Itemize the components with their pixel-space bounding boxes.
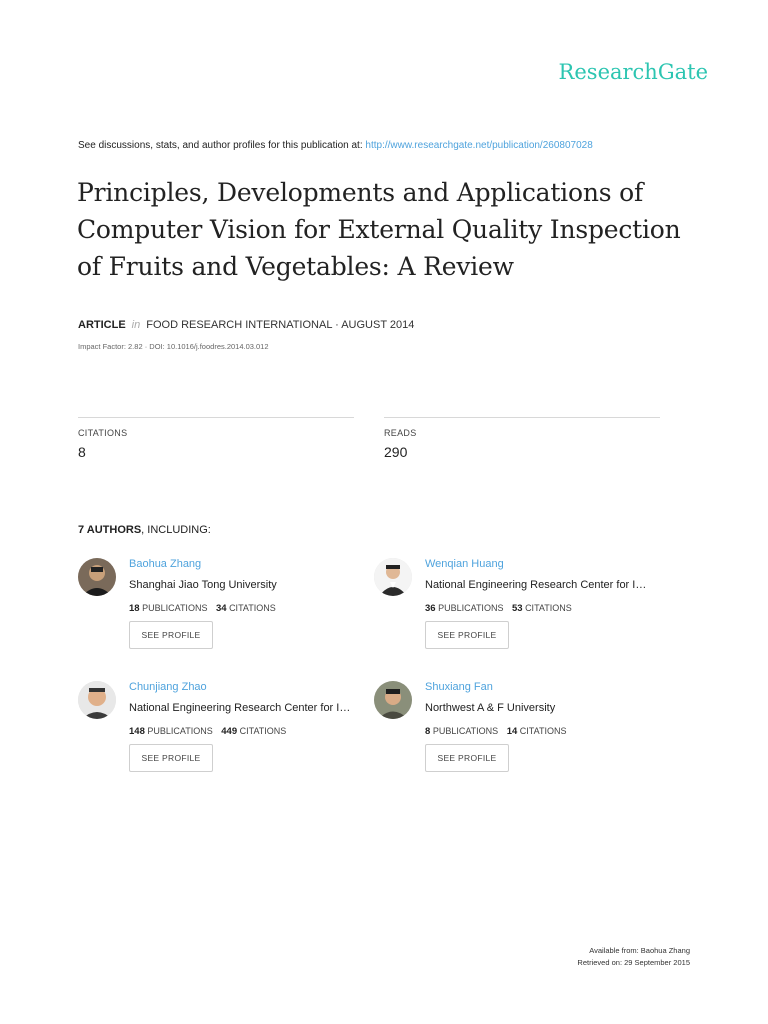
citations-label: CITATIONS (239, 726, 287, 736)
publications-count: 36 (425, 603, 436, 614)
discussion-notice (78, 140, 593, 151)
citations-count: 53 (511, 603, 523, 614)
avatar[interactable] (78, 681, 116, 719)
publications-count: 8 (425, 726, 431, 737)
publications-label: PUBLICATIONS (142, 603, 208, 613)
publications-count: 18 (129, 603, 140, 614)
publication-link[interactable]: http://www.researchgate.net/publication/260807028 (365, 140, 593, 151)
reads-value: 290 (384, 444, 408, 460)
author-name[interactable]: Shuxiang Fan (425, 681, 493, 693)
authors-heading (78, 524, 211, 536)
author-institution: Northwest A & F University (425, 702, 556, 714)
citations-count: 449 (221, 726, 238, 737)
publication-meta (78, 319, 414, 331)
author-name[interactable]: Chunjiang Zhao (129, 681, 207, 693)
authors-count: 7 AUTHORS (78, 524, 142, 536)
author-name[interactable]: Wenqian Huang (425, 558, 504, 570)
citations-label: CITATIONS (229, 603, 276, 613)
see-profile-button[interactable]: SEE PROFILE (129, 744, 213, 772)
citations-value: 8 (78, 444, 86, 460)
avatar[interactable] (374, 558, 412, 596)
publications-label: PUBLICATIONS (432, 726, 499, 736)
available-from: Available from: Baohua Zhang (589, 946, 690, 955)
author-institution: National Engineering Research Center for I… (129, 702, 351, 714)
citations-label: CITATIONS (519, 726, 567, 736)
reads-stat (384, 417, 660, 460)
discussion-text: See discussions, stats, and author profiles for this publication at: (78, 140, 363, 151)
reads-label: READS (384, 428, 417, 438)
citations-stat (78, 417, 354, 460)
author-card (78, 681, 378, 791)
retrieved-on: Retrieved on: 29 September 2015 (577, 958, 690, 967)
authors-suffix: , INCLUDING: (141, 524, 211, 536)
citations-label: CITATIONS (78, 428, 128, 438)
citations-count: 34 (215, 603, 227, 614)
avatar[interactable] (78, 558, 116, 596)
publications-label: PUBLICATIONS (438, 603, 504, 613)
publications-label: PUBLICATIONS (147, 726, 213, 736)
impact-factor-line: Impact Factor: 2.82 · DOI: 10.1016/j.foodres.2014.03.012 (78, 342, 269, 351)
author-institution: Shanghai Jiao Tong University (129, 579, 277, 591)
see-profile-button[interactable]: SEE PROFILE (129, 621, 213, 649)
researchgate-logo[interactable]: ResearchGate (558, 60, 708, 84)
see-profile-button[interactable]: SEE PROFILE (425, 744, 509, 772)
author-card (374, 558, 674, 668)
author-stats (129, 603, 276, 614)
author-stats (425, 726, 566, 737)
publication-venue[interactable]: FOOD RESEARCH INTERNATIONAL · AUGUST 2014 (146, 319, 415, 331)
author-stats (425, 603, 572, 614)
avatar[interactable] (374, 681, 412, 719)
citations-label: CITATIONS (525, 603, 572, 613)
author-stats (129, 726, 286, 737)
publication-title: Principles, Developments and Applications of Computer Vision for External Quality Inspection of Fruits and Vegetables: A Review (77, 178, 681, 281)
citations-count: 14 (506, 726, 518, 737)
footer-info (577, 945, 690, 969)
author-name[interactable]: Baohua Zhang (129, 558, 202, 570)
publications-count: 148 (129, 726, 145, 737)
see-profile-button[interactable]: SEE PROFILE (425, 621, 509, 649)
author-card (78, 558, 378, 668)
author-institution: National Engineering Research Center for I… (425, 579, 647, 591)
publication-type: ARTICLE (78, 319, 126, 331)
in-label: in (131, 319, 141, 331)
author-card (374, 681, 674, 791)
